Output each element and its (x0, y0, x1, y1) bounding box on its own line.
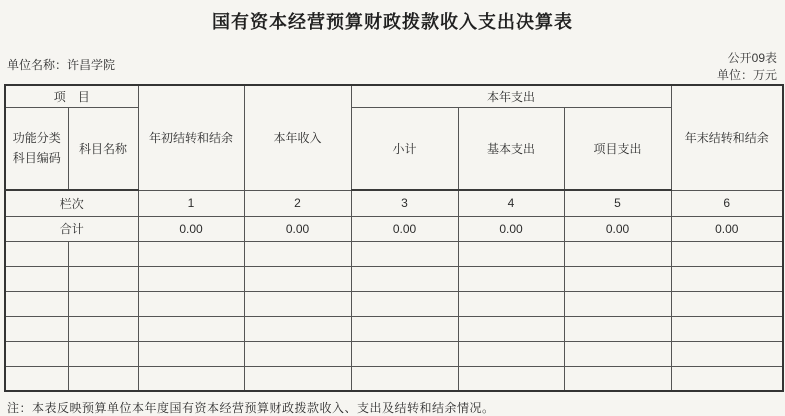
empty-cell (351, 241, 458, 266)
empty-cell (68, 341, 138, 366)
empty-cell (564, 241, 671, 266)
page-title: 国有资本经营预算财政拨款收入支出决算表 (212, 12, 573, 32)
column-index-cell: 2 (244, 190, 351, 216)
empty-cell (5, 266, 68, 291)
total-value-cell: 0.00 (564, 216, 671, 241)
column-index-cell: 4 (458, 190, 564, 216)
empty-cell (458, 241, 564, 266)
empty-cell (458, 291, 564, 316)
column-index-cell: 3 (351, 190, 458, 216)
total-value-cell: 0.00 (458, 216, 564, 241)
header-basic-expenditure: 基本支出 (458, 107, 564, 190)
empty-cell (351, 341, 458, 366)
empty-cell (564, 266, 671, 291)
column-index-cell: 1 (138, 190, 244, 216)
empty-cell (564, 316, 671, 341)
empty-cell (458, 266, 564, 291)
empty-cell (351, 316, 458, 341)
form-code: 公开09表 (727, 51, 777, 65)
empty-cell (351, 266, 458, 291)
empty-cell (458, 316, 564, 341)
empty-cell (138, 366, 244, 391)
total-value-cell: 0.00 (138, 216, 244, 241)
empty-cell (68, 366, 138, 391)
empty-cell (138, 316, 244, 341)
empty-cell (244, 291, 351, 316)
unit-name-label: 单位名称： (7, 58, 68, 72)
empty-cell (671, 316, 783, 341)
table-body-empty (5, 241, 783, 391)
decision-table (4, 84, 784, 392)
empty-cell (5, 341, 68, 366)
empty-cell (244, 316, 351, 341)
total-value-cell: 0.00 (351, 216, 458, 241)
header-expenditure-group: 本年支出 (351, 85, 671, 107)
empty-cell (5, 316, 68, 341)
header-year-income: 本年收入 (244, 85, 351, 190)
empty-cell (5, 366, 68, 391)
empty-cell (671, 266, 783, 291)
total-row (5, 216, 783, 241)
header-row-sub (5, 107, 783, 190)
empty-cell (671, 366, 783, 391)
column-index-cell: 6 (671, 190, 783, 216)
empty-cell (68, 266, 138, 291)
total-value-cell: 0.00 (671, 216, 783, 241)
empty-cell (671, 241, 783, 266)
header-subject-name: 科目名称 (68, 107, 138, 190)
empty-cell (671, 291, 783, 316)
total-value-cell: 0.00 (244, 216, 351, 241)
table-row (5, 341, 783, 366)
empty-cell (671, 341, 783, 366)
empty-cell (564, 366, 671, 391)
table-row (5, 266, 783, 291)
empty-cell (351, 291, 458, 316)
empty-cell (68, 316, 138, 341)
empty-cell (564, 341, 671, 366)
header-end-balance: 年末结转和结余 (671, 85, 783, 190)
empty-cell (244, 341, 351, 366)
empty-cell (68, 241, 138, 266)
empty-cell (5, 241, 68, 266)
column-index-row (5, 190, 783, 216)
total-row-label: 合计 (5, 216, 138, 241)
table-row (5, 316, 783, 341)
header-row-top (5, 85, 783, 107)
empty-cell (138, 341, 244, 366)
empty-cell (138, 266, 244, 291)
empty-cell (564, 291, 671, 316)
table-row (5, 366, 783, 391)
table-row (5, 241, 783, 266)
empty-cell (138, 241, 244, 266)
unit-of-measure: 单位：万元 (716, 68, 777, 82)
header-func-code-label: 功能分类科目编码 (12, 130, 61, 166)
empty-cell (244, 366, 351, 391)
table-note: 注：本表反映预算单位本年度国有资本经营预算财政拨款收入、支出及结转和结余情况。 (7, 401, 495, 415)
unit-name (7, 56, 115, 73)
header-project-expenditure: 项目支出 (564, 107, 671, 190)
column-index-cell: 5 (564, 190, 671, 216)
empty-cell (458, 341, 564, 366)
empty-cell (351, 366, 458, 391)
empty-cell (244, 266, 351, 291)
column-index-label: 栏次 (5, 190, 138, 216)
header-subtotal: 小计 (351, 107, 458, 190)
empty-cell (458, 366, 564, 391)
empty-cell (68, 291, 138, 316)
empty-cell (5, 291, 68, 316)
unit-name-value: 许昌学院 (67, 58, 116, 72)
header-begin-balance: 年初结转和结余 (138, 85, 244, 190)
header-item-group: 项 目 (5, 85, 138, 107)
table-head-body (5, 85, 783, 241)
table-row (5, 291, 783, 316)
header-func-code (5, 107, 68, 190)
empty-cell (244, 241, 351, 266)
empty-cell (138, 291, 244, 316)
